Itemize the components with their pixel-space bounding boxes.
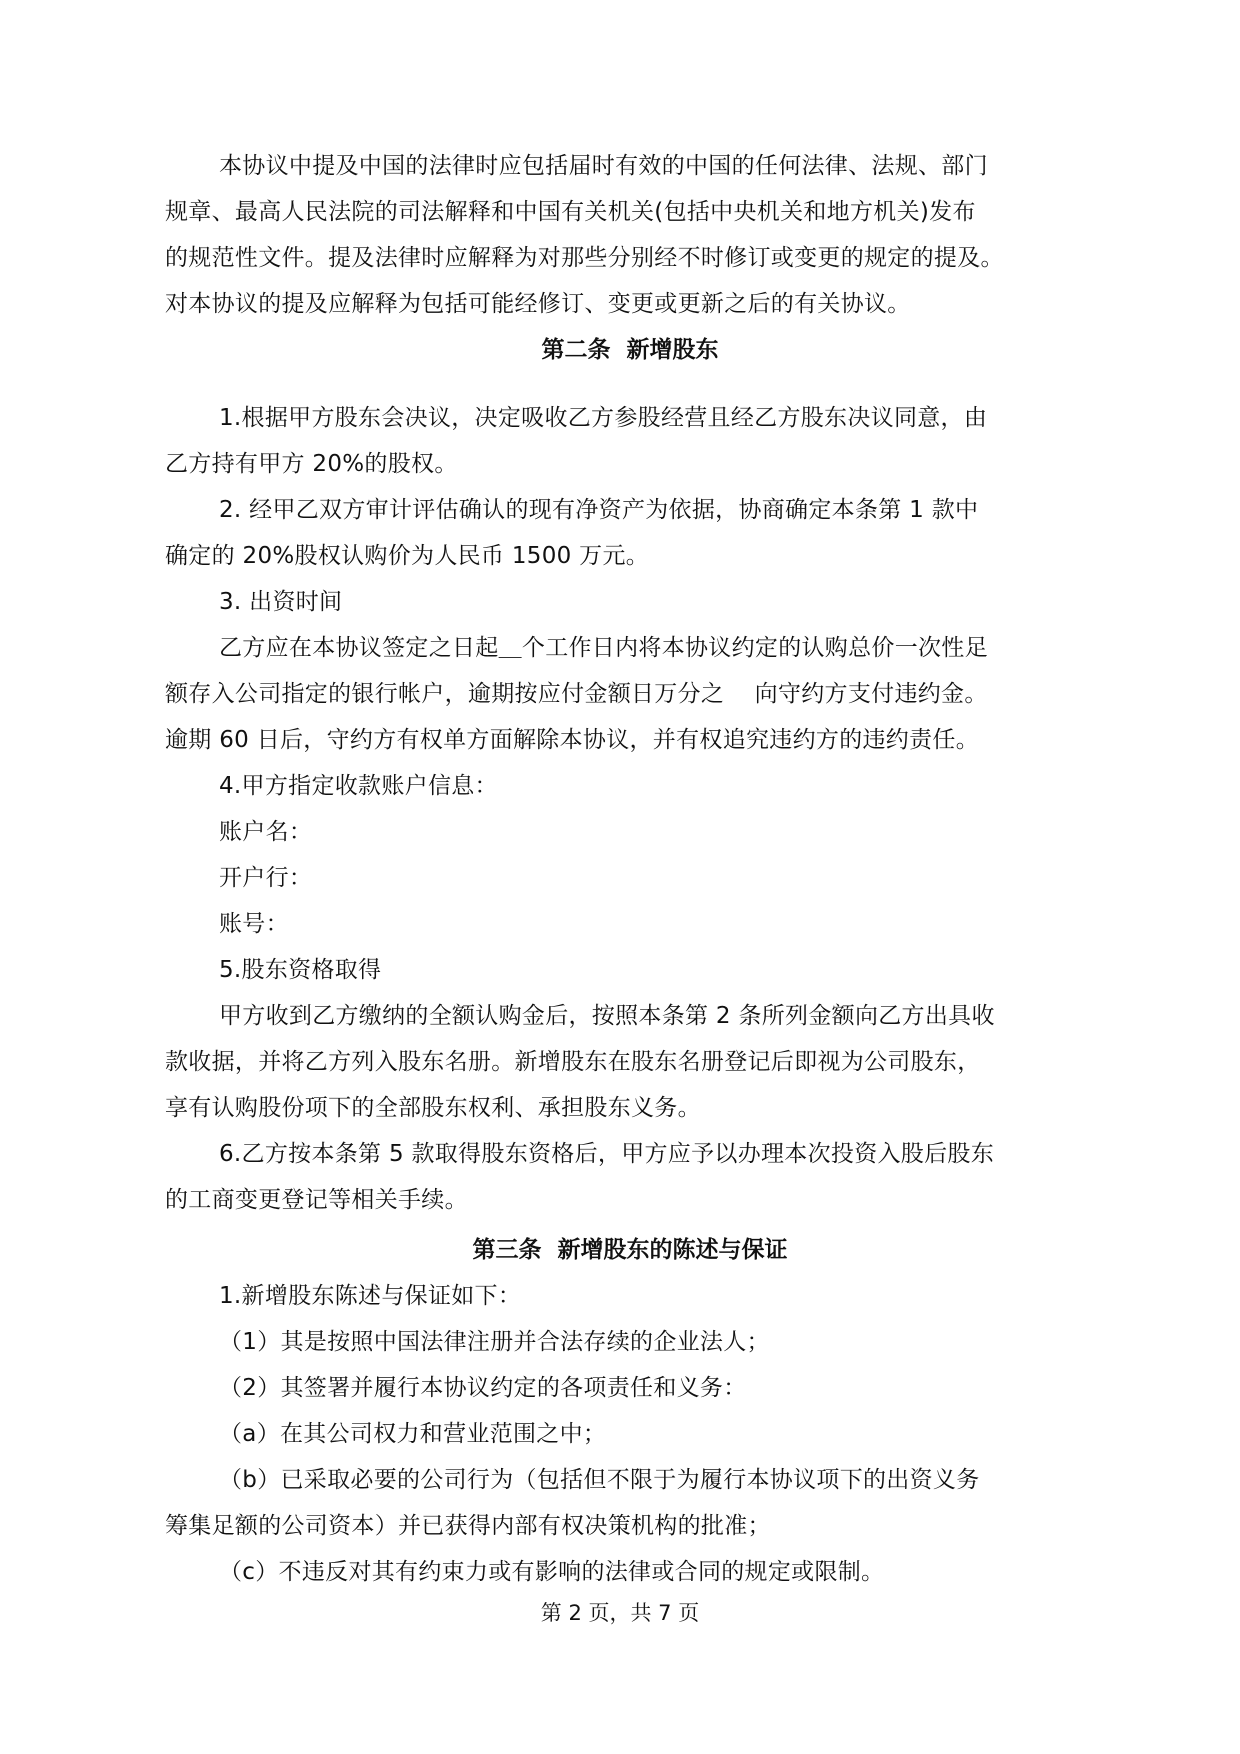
paragraph-line: 逾期 60 日后，守约方有权单方面解除本协议，并有权追究违约方的违约责任。 <box>165 727 979 753</box>
paragraph-line: （1）其是按照中国法律注册并合法存续的企业法人； <box>219 1329 770 1355</box>
paragraph-line: 的规范性文件。提及法律时应解释为对那些分别经不时修订或变更的规定的提及。 <box>165 245 1004 271</box>
bank-label: 开户行： <box>219 865 313 891</box>
paragraph-line: （a）在其公司权力和营业范围之中； <box>219 1421 607 1447</box>
paragraph-line: 的工商变更登记等相关手续。 <box>165 1187 468 1213</box>
document-page <box>165 143 1095 1595</box>
paragraph-line: 2. 经甲乙双方审计评估确认的现有净资产为依据，协商确定本条第 1 款中 <box>219 497 979 523</box>
paragraph-line: 款收据，并将乙方列入股东名册。新增股东在股东名册登记后即视为公司股东， <box>165 1049 981 1075</box>
paragraph-line: 额存入公司指定的银行帐户，逾期按应付金额日万分之 向守约方支付违约金。 <box>165 681 988 707</box>
paragraph-line: 1.根据甲方股东会决议，决定吸收乙方参股经营且经乙方股东决议同意，由 <box>219 405 988 431</box>
paragraph-line: 乙方应在本协议签定之日起＿个工作日内将本协议约定的认购总价一次性足 <box>219 635 988 661</box>
paragraph-line: 规章、最高人民法院的司法解释和中国有关机关(包括中央机关和地方机关)发布 <box>165 199 976 225</box>
paragraph-line: 筹集足额的公司资本）并已获得内部有权决策机构的批准； <box>165 1513 771 1539</box>
paragraph-line: 享有认购股份项下的全部股东权利、承担股东义务。 <box>165 1095 701 1121</box>
article-3-heading: 第三条 新增股东的陈述与保证 <box>472 1237 788 1263</box>
paragraph-line: 本协议中提及中国的法律时应包括届时有效的中国的任何法律、法规、部门 <box>219 153 988 179</box>
paragraph-line: （b）已采取必要的公司行为（包括但不限于为履行本协议项下的出资义务 <box>219 1467 980 1493</box>
account-name-label: 账户名： <box>219 819 313 845</box>
paragraph-line: （2）其签署并履行本协议约定的各项责任和义务： <box>219 1375 747 1401</box>
paragraph-line: 3. 出资时间 <box>219 589 343 615</box>
article-2-heading: 第二条 新增股东 <box>541 337 719 363</box>
paragraph-line: 乙方持有甲方 20%的股权。 <box>165 451 458 477</box>
paragraph-line: 1.新增股东陈述与保证如下： <box>219 1283 522 1309</box>
page-number-footer: 第 2 页，共 7 页 <box>540 1601 700 1625</box>
paragraph-line: 5.股东资格取得 <box>219 957 382 983</box>
paragraph-line: 对本协议的提及应解释为包括可能经修订、变更或更新之后的有关协议。 <box>165 291 911 317</box>
paragraph-line: 6.乙方按本条第 5 款取得股东资格后，甲方应予以办理本次投资入股后股东 <box>219 1141 994 1167</box>
paragraph-line: 甲方收到乙方缴纳的全额认购金后，按照本条第 2 条所列金额向乙方出具收 <box>219 1003 995 1029</box>
paragraph-line: （c）不违反对其有约束力或有影响的法律或合同的规定或限制。 <box>219 1559 885 1585</box>
account-number-label: 账号： <box>219 911 289 937</box>
paragraph-line: 确定的 20%股权认购价为人民币 1500 万元。 <box>165 543 650 569</box>
paragraph-line: 4.甲方指定收款账户信息： <box>219 773 498 799</box>
